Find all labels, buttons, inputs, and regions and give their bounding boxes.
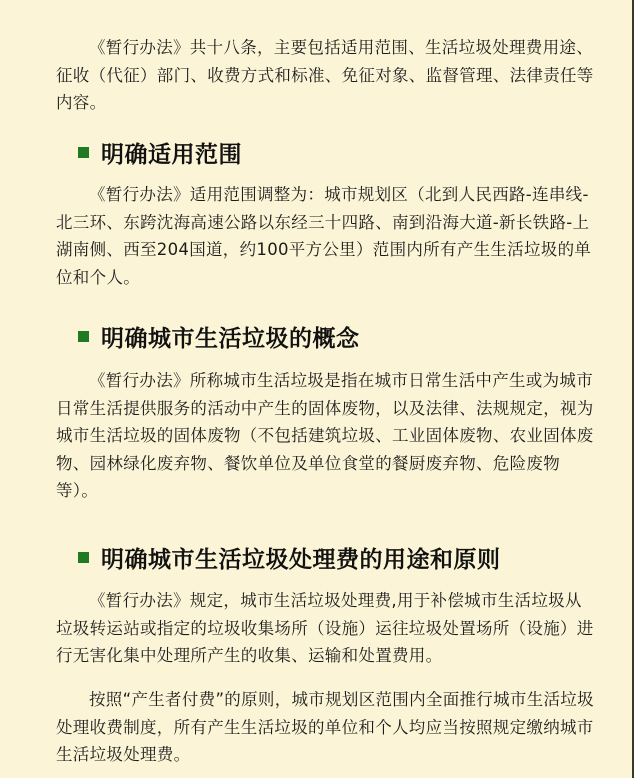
purpose-paragraph-2: 按照“产生者付费”的原则，城市规划区范围内全面推行城市生活垃圾处理收费制度，所有产生生活垃圾的单位和个人均应当按照规定缴纳城市生活垃圾处理费。 [56, 690, 594, 764]
section-heading-purpose [78, 542, 618, 572]
square-bullet-icon [78, 552, 89, 563]
square-bullet-icon [78, 331, 89, 342]
square-bullet-icon [78, 147, 89, 158]
section-heading-purpose-text: 明确城市生活垃圾处理费的用途和原则 [101, 546, 501, 573]
purpose-paragraph-1: 《暂行办法》规定，城市生活垃圾处理费,用于补偿城市生活垃圾从垃圾转运站或指定的垃圾收集场所（设施）运往垃圾处置场所（设施）进行无害化集中处理所产生的收集、运输和处置费用。 [56, 591, 594, 665]
intro-paragraph: 《暂行办法》共十八条，主要包括适用范围、生活垃圾处理费用途、征收（代征）部门、收费方式和标准、免征对象、监督管理、法律责任等内容。 [56, 38, 594, 112]
section-heading-scope [78, 137, 618, 167]
section-heading-concept-text: 明确城市生活垃圾的概念 [101, 325, 360, 352]
section-heading-concept [78, 321, 618, 351]
section-heading-scope-text: 明确适用范围 [101, 141, 242, 168]
scope-paragraph: 《暂行办法》适用范围调整为：城市规划区（北到人民西路-连串线-北三环、东跨沈海高速公路以东经三十四路、南到沿海大道-新长铁路-上湖南侧、西至204国道，约100平方公里）范围内所有产生生活垃圾的单位和个人。 [56, 185, 592, 287]
concept-paragraph: 《暂行办法》所称城市生活垃圾是指在城市日常生活中产生或为城市日常生活提供服务的活动中产生的固体废物，以及法律、法规规定，视为城市生活垃圾的固体废物（不包括建筑垃圾、工业固体废物、农业固体废物、园林绿化废弃物、餐饮单位及单位食堂的餐厨废弃物、危险废物等）。 [56, 371, 594, 500]
